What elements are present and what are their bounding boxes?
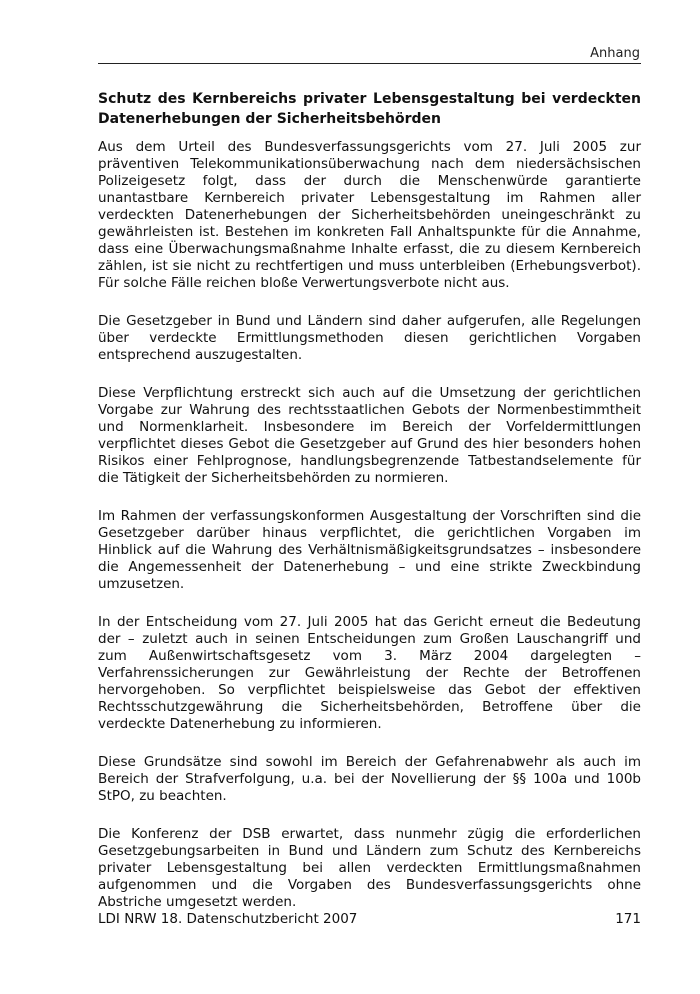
- paragraph: Diese Grundsätze sind sowohl im Bereich der Gefahrenabwehr als auch im Bereich der Strafverfolgung, u.a. bei der Novellierung der §§ 100a und 100b StPO, zu beachten.: [98, 754, 641, 804]
- footer-publication: LDI NRW 18. Datenschutzbericht 2007: [98, 911, 358, 927]
- paragraph: In der Entscheidung vom 27. Juli 2005 hat das Gericht erneut die Bedeutung der – zuletzt auch in seinen Entscheidungen zum Großen Lauschangriff und zum Außenwirtschaftsgesetz vom 3. März 2004 dargelegten – Verfahrenssicherungen zur Gewährleistung der Rechte der Betroffenen hervorgehoben. So verpflichtet beispielsweise das Gebot der effektiven Rechtsschutzgewährung die Sicherheitsbehörden, Betroffene über die verdeckte Datenerhebung zu informieren.: [98, 614, 641, 732]
- section-title: Schutz des Kernbereichs privater Lebensgestaltung bei verdeckten Datenerhebungen der Sicherheitsbehörden: [98, 91, 641, 127]
- paragraph: Aus dem Urteil des Bundesverfassungsgerichts vom 27. Juli 2005 zur präventiven Telekommunikationsüberwachung nach dem niedersächsischen Polizeigesetz folgt, dass der durch die Menschenwürde garantierte unantastbare Kernbereich privater Lebensgestaltung im Rahmen aller verdeckten Datenerhebungen der Sicherheitsbehörden uneingeschränkt zu gewährleisten ist. Bestehen im konkreten Fall Anhaltspunkte für die Annahme, dass eine Überwachungsmaßnahme Inhalte erfasst, die zu diesem Kernbereich zählen, ist sie nicht zu rechtfertigen und muss unterbleiben (Erhebungsverbot). Für solche Fälle reichen bloße Verwertungsverbote nicht aus.: [98, 139, 641, 291]
- paragraph: Diese Verpflichtung erstreckt sich auch auf die Umsetzung der gerichtlichen Vorgabe zur Wahrung des rechtsstaatlichen Gebots der Normenbestimmtheit und Normenklarheit. Insbesondere im Bereich der Vorfeldermittlungen verpflichtet dieses Gebot die Gesetzgeber auf Grund des hier besonders hohen Risikos einer Fehlprognose, handlungsbegrenzende Tatbestandselemente für die Tätigkeit der Sicherheitsbehörden zu normieren.: [98, 385, 641, 486]
- paragraph: Die Konferenz der DSB erwartet, dass nunmehr zügig die erforderlichen Gesetzgebungsarbeiten in Bund und Ländern zum Schutz des Kernbereichs privater Lebensgestaltung bei allen verdeckten Ermittlungsmaßnahmen aufgenommen und die Vorgaben des Bundesverfassungsgerichts ohne Abstriche umgesetzt werden.: [98, 826, 641, 910]
- paragraph: Die Gesetzgeber in Bund und Ländern sind daher aufgerufen, alle Regelungen über verdeckte Ermittlungsmethoden diesen gerichtlichen Vorgaben entsprechend auszugestalten.: [98, 313, 641, 363]
- running-header: Anhang: [590, 46, 640, 61]
- paragraph: Im Rahmen der verfassungskonformen Ausgestaltung der Vorschriften sind die Gesetzgeber darüber hinaus verpflichtet, die gerichtlichen Vorgaben im Hinblick auf die Wahrung des Verhältnismäßigkeitsgrundsatzes – insbesondere die Angemessenheit der Datenerhebung – und eine strikte Zweckbindung umzusetzen.: [98, 508, 641, 592]
- header-divider: [98, 63, 641, 64]
- page-footer: [98, 911, 641, 928]
- main-content: [98, 89, 641, 932]
- page-number: 171: [615, 911, 641, 927]
